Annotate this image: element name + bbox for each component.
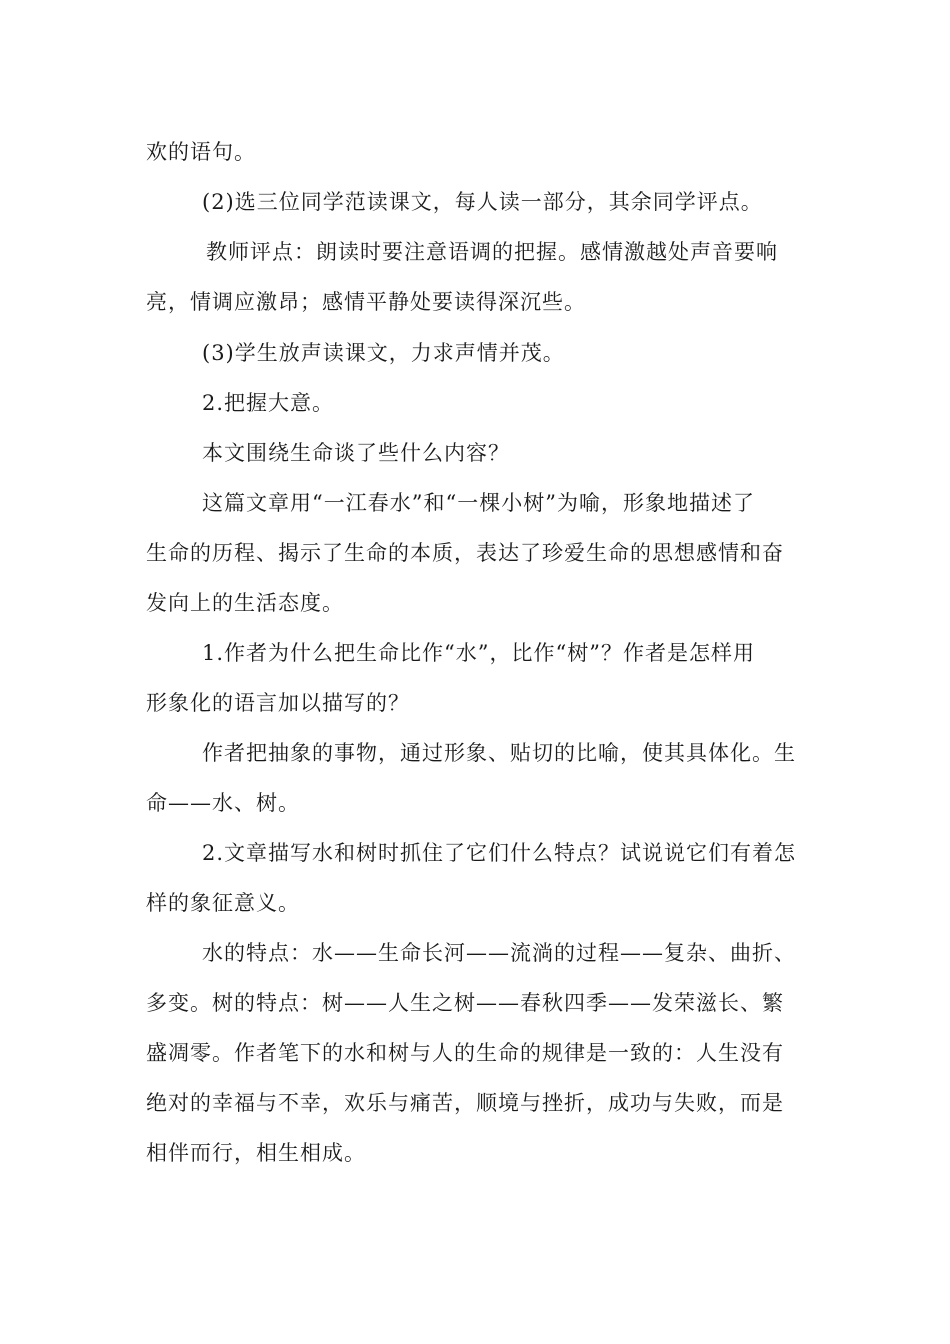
paragraph-line: 水的特点：水——生命长河——流淌的过程——复杂、曲折、 bbox=[202, 941, 796, 965]
paragraph-line: 绝对的幸福与不幸，欢乐与痛苦，顺境与挫折，成功与失败，而是 bbox=[146, 1091, 784, 1115]
paragraph-line: 盛凋零。作者笔下的水和树与人的生命的规律是一致的：人生没有 bbox=[146, 1041, 784, 1065]
paragraph-line: 教师评点：朗读时要注意语调的把握。感情激越处声音要响 bbox=[206, 240, 778, 264]
paragraph-line: 样的象征意义。 bbox=[146, 891, 300, 915]
paragraph-line: 命——水、树。 bbox=[146, 791, 300, 815]
paragraph-line: 2.把握大意。 bbox=[202, 391, 335, 415]
paragraph-line: 欢的语句。 bbox=[146, 140, 256, 164]
paragraph-line: 2.文章描写水和树时抓住了它们什么特点？试说说它们有着怎 bbox=[202, 841, 797, 865]
paragraph-line: 这篇文章用“一江春水”和“一棵小树”为喻，形象地描述了 bbox=[202, 491, 755, 515]
paragraph-line: 1.作者为什么把生命比作“水”，比作“树”？作者是怎样用 bbox=[202, 641, 755, 665]
paragraph-line: (3)学生放声读课文，力求声情并茂。 bbox=[202, 341, 565, 365]
paragraph-line: (2)选三位同学范读课文，每人读一部分，其余同学评点。 bbox=[202, 190, 763, 214]
paragraph-line: 作者把抽象的事物，通过形象、贴切的比喻，使其具体化。生 bbox=[202, 741, 796, 765]
paragraph-line: 发向上的生活态度。 bbox=[146, 591, 344, 615]
paragraph-line: 相伴而行，相生相成。 bbox=[146, 1141, 366, 1165]
paragraph-line: 本文围绕生命谈了些什么内容？ bbox=[202, 441, 510, 465]
paragraph-line: 生命的历程、揭示了生命的本质，表达了珍爱生命的思想感情和奋 bbox=[146, 541, 784, 565]
paragraph-line: 多变。树的特点：树——人生之树——春秋四季——发荣滋长、繁 bbox=[146, 991, 784, 1015]
paragraph-line: 亮，情调应激昂；感情平静处要读得深沉些。 bbox=[146, 290, 586, 314]
paragraph-line: 形象化的语言加以描写的？ bbox=[146, 691, 410, 715]
